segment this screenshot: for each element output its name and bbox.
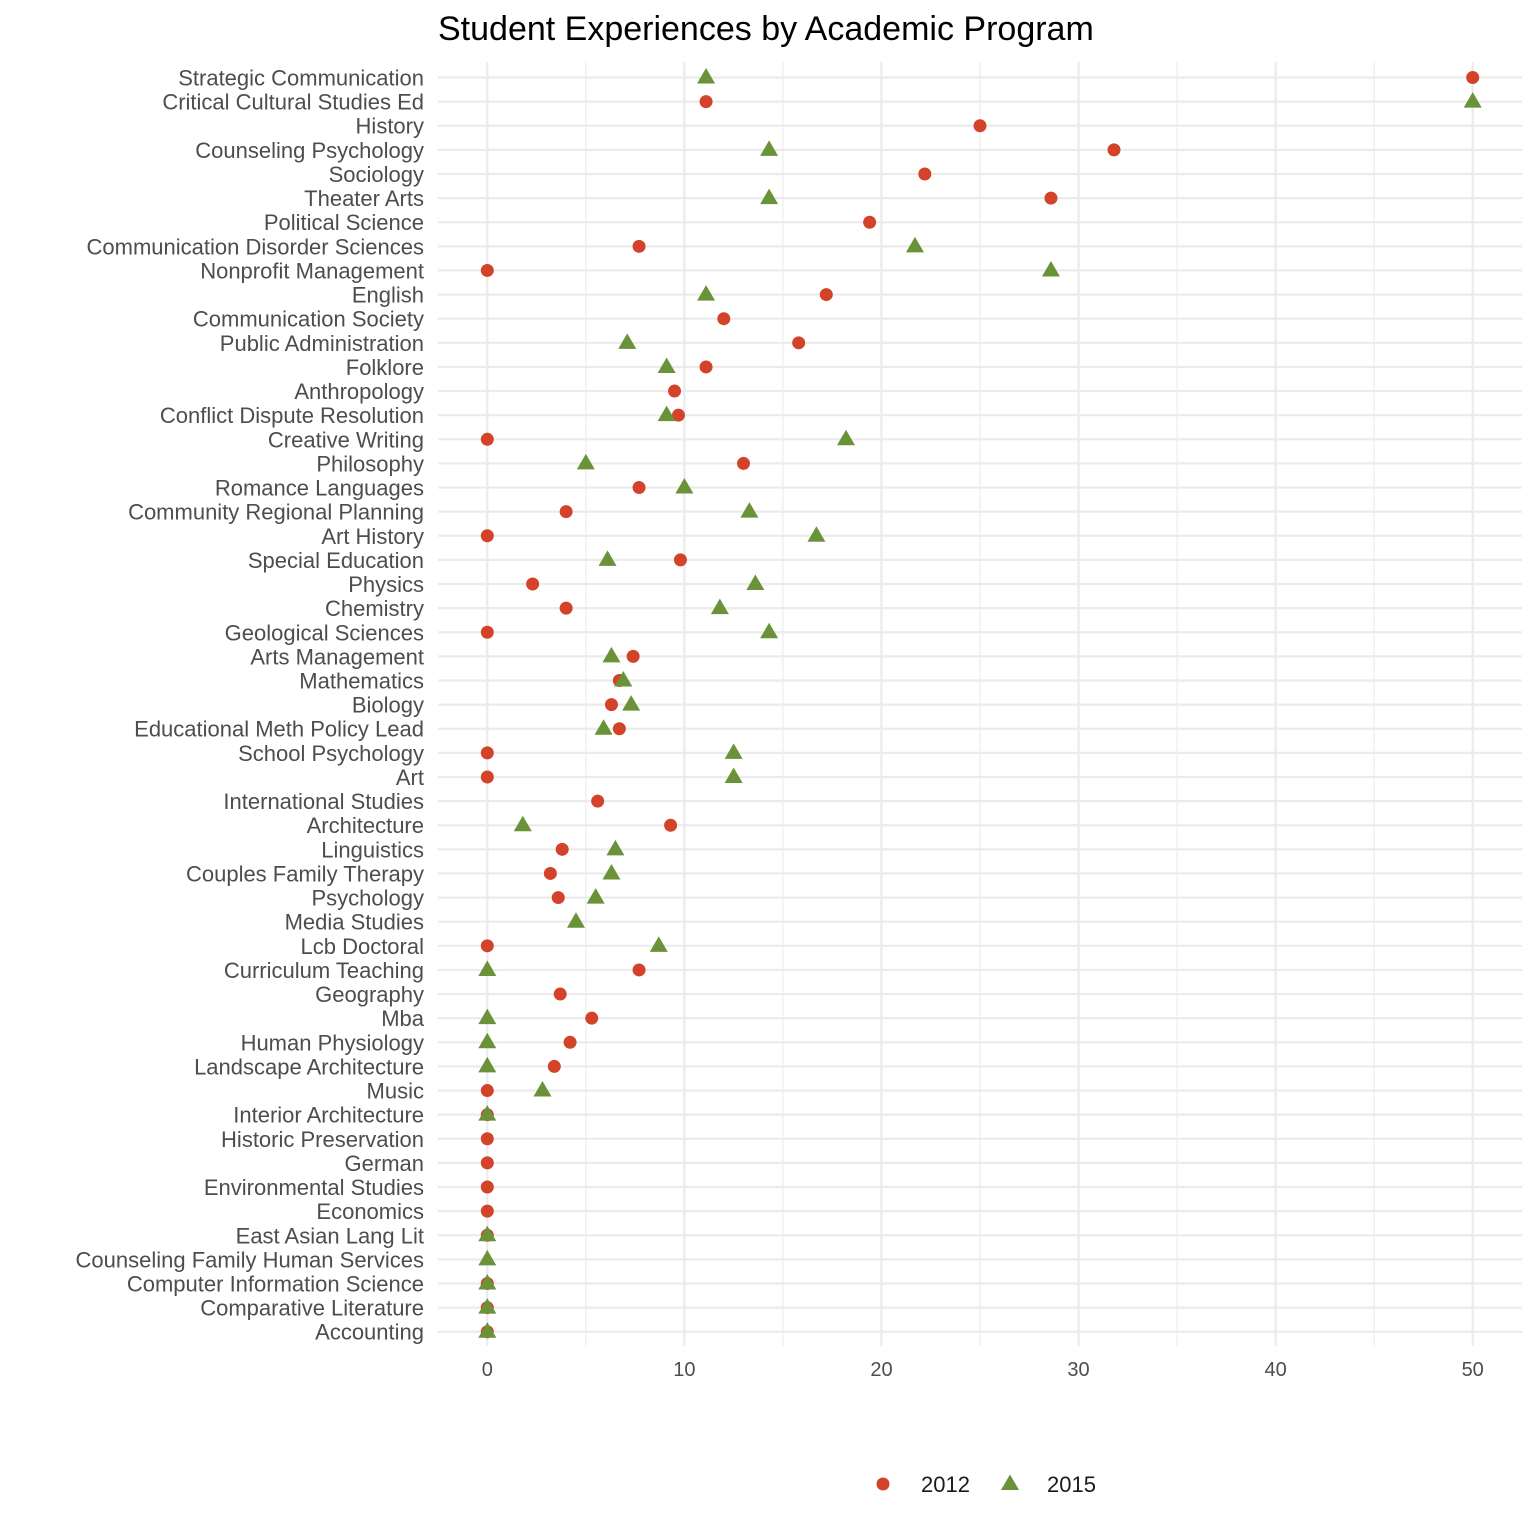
point-2012: [717, 312, 730, 325]
point-2015: [618, 333, 636, 349]
y-tick-label: Arts Management: [250, 644, 424, 670]
y-tick-label: Historic Preservation: [221, 1126, 424, 1152]
grid: [438, 62, 1522, 1346]
point-2012: [1044, 192, 1057, 205]
point-2015: [697, 68, 715, 84]
y-tick-label: Nonprofit Management: [200, 258, 424, 284]
point-2015: [697, 285, 715, 301]
point-2015: [1464, 92, 1482, 108]
point-2015: [906, 237, 924, 253]
y-tick-label: Music: [366, 1078, 424, 1104]
y-tick-label: Landscape Architecture: [194, 1054, 424, 1080]
point-2015: [599, 550, 617, 566]
point-2012: [556, 843, 569, 856]
y-tick-label: Architecture: [306, 813, 424, 839]
point-2012: [481, 1084, 494, 1097]
point-2015: [478, 1298, 496, 1314]
point-2015: [658, 357, 676, 373]
point-2012: [481, 770, 494, 783]
y-tick-label: Philosophy: [316, 451, 424, 477]
point-2015: [807, 526, 825, 542]
y-tick-label: Couples Family Therapy: [185, 861, 424, 887]
point-2015: [760, 140, 778, 156]
point-2012: [560, 505, 573, 518]
x-axis-tick-labels: [482, 1359, 1484, 1381]
y-tick-label: Community Regional Planning: [128, 499, 424, 525]
y-tick-label: Art: [395, 764, 424, 790]
y-tick-label: Lcb Doctoral: [300, 933, 424, 959]
point-2015: [533, 1081, 551, 1097]
point-2015: [478, 1322, 496, 1338]
point-2015: [760, 623, 778, 639]
point-2015: [478, 1274, 496, 1290]
point-2012: [481, 1156, 494, 1169]
point-2012: [674, 553, 687, 566]
y-tick-label: Theater Arts: [304, 186, 424, 212]
point-2012: [560, 602, 573, 615]
point-2015: [478, 1033, 496, 1049]
point-2015: [478, 1057, 496, 1073]
point-2015: [606, 840, 624, 856]
y-tick-label: Art History: [321, 523, 424, 549]
y-tick-label: Computer Information Science: [126, 1271, 424, 1297]
x-tick-label: 50: [1461, 1359, 1484, 1381]
point-2015: [602, 864, 620, 880]
y-tick-label: Political Science: [263, 210, 424, 236]
point-2015: [514, 816, 532, 832]
point-2012: [974, 119, 987, 132]
y-tick-label: Conflict Dispute Resolution: [159, 403, 424, 429]
y-tick-label: Counseling Psychology: [195, 137, 424, 163]
point-2015: [725, 743, 743, 759]
y-tick-label: East Asian Lang Lit: [235, 1223, 424, 1249]
x-tick-label: 40: [1264, 1359, 1287, 1381]
point-2012: [1108, 143, 1121, 156]
point-2012: [668, 385, 681, 398]
y-tick-label: Curriculum Teaching: [223, 957, 424, 983]
point-2015: [478, 960, 496, 976]
point-2012: [591, 795, 604, 808]
point-2015: [478, 1009, 496, 1025]
y-tick-label: Accounting: [315, 1319, 424, 1345]
y-tick-label: Public Administration: [219, 330, 424, 356]
y-tick-label: Sociology: [328, 161, 424, 187]
point-2015: [478, 1105, 496, 1121]
point-2012: [664, 819, 677, 832]
y-tick-label: Geological Sciences: [224, 620, 424, 646]
point-2015: [478, 1226, 496, 1242]
point-2015: [577, 454, 595, 470]
point-2012: [633, 963, 646, 976]
y-tick-label: Critical Cultural Studies Ed: [162, 89, 424, 115]
y-tick-label: Special Education: [247, 547, 424, 573]
point-2015: [675, 478, 693, 494]
y-tick-label: History: [355, 113, 424, 139]
point-2012: [918, 167, 931, 180]
y-tick-label: School Psychology: [238, 740, 424, 766]
point-2012: [633, 481, 646, 494]
y-tick-label: Interior Architecture: [233, 1102, 424, 1128]
y-tick-label: Mba: [381, 1006, 424, 1032]
point-2012: [481, 529, 494, 542]
point-2015: [478, 1250, 496, 1266]
y-tick-label: Chemistry: [324, 596, 424, 622]
point-2012: [548, 1060, 561, 1073]
point-2012: [481, 264, 494, 277]
point-2012: [481, 939, 494, 952]
point-2012: [481, 1181, 494, 1194]
point-2012: [564, 1036, 577, 1049]
point-2012: [700, 360, 713, 373]
y-tick-label: Counseling Family Human Services: [75, 1247, 424, 1273]
y-tick-label: Comparative Literature: [200, 1295, 424, 1321]
point-2012: [605, 698, 618, 711]
point-2015: [622, 695, 640, 711]
y-tick-label: Environmental Studies: [203, 1175, 424, 1201]
point-2015: [650, 936, 668, 952]
y-tick-label: Media Studies: [284, 909, 424, 935]
y-tick-label: English: [351, 282, 424, 308]
y-tick-label: Folklore: [345, 354, 424, 380]
y-tick-label: Educational Meth Policy Lead: [134, 716, 424, 742]
point-2012: [633, 240, 646, 253]
y-tick-label: Communication Disorder Sciences: [86, 234, 424, 260]
point-2012: [554, 988, 567, 1001]
point-2012: [481, 626, 494, 639]
point-2015: [1042, 261, 1060, 277]
point-2015: [587, 888, 605, 904]
point-2012: [585, 1012, 598, 1025]
x-tick-label: 20: [870, 1359, 893, 1381]
x-tick-label: 10: [673, 1359, 696, 1381]
y-tick-label: International Studies: [223, 789, 424, 815]
y-tick-label: Psychology: [311, 885, 424, 911]
y-tick-label: Anthropology: [294, 379, 424, 405]
point-2012: [700, 95, 713, 108]
point-2015: [595, 719, 613, 735]
legend: [877, 1472, 1096, 1497]
point-2012: [1466, 71, 1479, 84]
point-2012: [481, 746, 494, 759]
point-2012: [481, 433, 494, 446]
point-2012: [737, 457, 750, 470]
point-2015: [725, 767, 743, 783]
y-axis-tick-labels: [76, 66, 425, 1345]
y-tick-label: Romance Languages: [214, 475, 424, 501]
point-2012: [627, 650, 640, 663]
chart-title: Student Experiences by Academic Program: [438, 10, 1094, 48]
point-2015: [567, 912, 585, 928]
y-tick-label: Communication Society: [192, 306, 424, 332]
y-tick-label: Strategic Communication: [178, 65, 424, 91]
legend-label-2015: 2015: [1047, 1472, 1096, 1497]
y-tick-label: Creative Writing: [267, 427, 424, 453]
point-2012: [481, 1132, 494, 1145]
legend-marker-2012: [877, 1478, 890, 1491]
point-2015: [602, 647, 620, 663]
point-2012: [552, 891, 565, 904]
y-tick-label: Physics: [348, 572, 424, 598]
point-2015: [746, 575, 764, 591]
point-2015: [711, 599, 729, 615]
point-2012: [820, 288, 833, 301]
y-tick-label: Human Physiology: [240, 1030, 424, 1056]
y-tick-label: Biology: [351, 692, 424, 718]
y-tick-label: Mathematics: [299, 668, 424, 694]
x-tick-label: 30: [1067, 1359, 1090, 1381]
y-tick-label: Linguistics: [321, 837, 424, 863]
point-2012: [481, 1205, 494, 1218]
point-2012: [863, 216, 876, 229]
point-2015: [760, 189, 778, 205]
point-2015: [837, 430, 855, 446]
x-tick-label: 0: [481, 1359, 493, 1381]
point-2012: [792, 336, 805, 349]
legend-marker-2015: [1001, 1475, 1019, 1491]
point-2012: [613, 722, 626, 735]
y-tick-label: German: [344, 1150, 424, 1176]
point-2012: [526, 578, 539, 591]
y-tick-label: Geography: [315, 982, 424, 1008]
point-2015: [740, 502, 758, 517]
point-2012: [544, 867, 557, 880]
y-tick-label: Economics: [316, 1199, 424, 1225]
legend-label-2012: 2012: [921, 1472, 970, 1497]
